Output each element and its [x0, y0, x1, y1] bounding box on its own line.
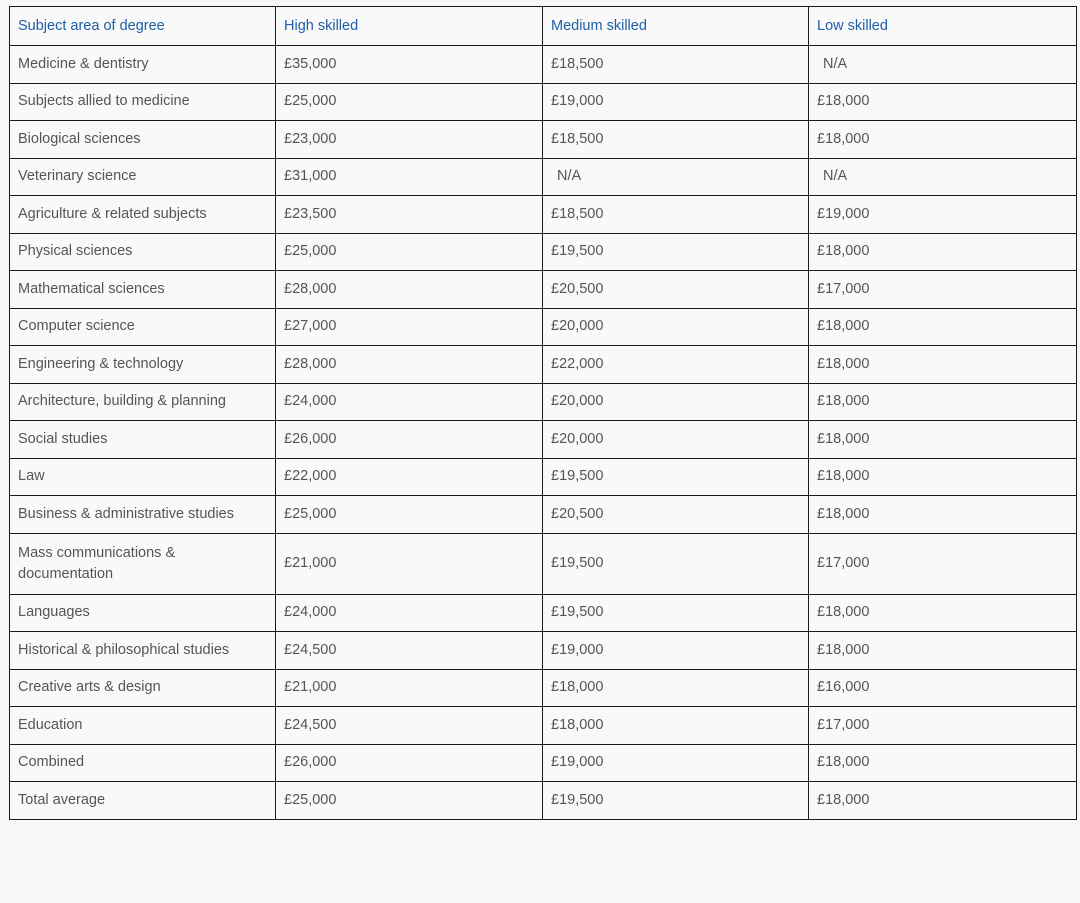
header-medium-skilled: Medium skilled: [543, 7, 809, 46]
table-row: [10, 496, 1077, 534]
cell-subject: Social studies: [10, 421, 276, 459]
table-row: [10, 121, 1077, 159]
table-row: [10, 233, 1077, 271]
header-subject: Subject area of degree: [10, 7, 276, 46]
table-row: [10, 744, 1077, 782]
cell-low: £18,000: [809, 383, 1077, 421]
cell-subject: Historical & philosophical studies: [10, 632, 276, 670]
cell-subject: Education: [10, 707, 276, 745]
cell-medium: £22,000: [543, 346, 809, 384]
table-row: [10, 158, 1077, 196]
cell-medium: £18,000: [543, 707, 809, 745]
table-row: [10, 533, 1077, 594]
cell-medium: £19,500: [543, 233, 809, 271]
cell-high: £23,500: [276, 196, 543, 234]
cell-low: £18,000: [809, 632, 1077, 670]
table-row: [10, 346, 1077, 384]
cell-low: £18,000: [809, 308, 1077, 346]
cell-high: £26,000: [276, 744, 543, 782]
cell-low: £18,000: [809, 83, 1077, 121]
cell-high: £25,000: [276, 83, 543, 121]
cell-subject: Architecture, building & planning: [10, 383, 276, 421]
cell-subject: Creative arts & design: [10, 669, 276, 707]
cell-low: £18,000: [809, 121, 1077, 159]
cell-subject: Law: [10, 458, 276, 496]
cell-high: £21,000: [276, 533, 543, 594]
cell-low: £18,000: [809, 496, 1077, 534]
cell-high: £25,000: [276, 496, 543, 534]
table-row: [10, 308, 1077, 346]
cell-low: £18,000: [809, 421, 1077, 459]
table-row: [10, 632, 1077, 670]
table-row: [10, 669, 1077, 707]
cell-high: £25,000: [276, 782, 543, 820]
cell-subject: Physical sciences: [10, 233, 276, 271]
cell-subject: Computer science: [10, 308, 276, 346]
table-row: [10, 196, 1077, 234]
table-row: [10, 421, 1077, 459]
table-row: [10, 83, 1077, 121]
cell-high: £28,000: [276, 346, 543, 384]
cell-high: £23,000: [276, 121, 543, 159]
cell-medium: £19,000: [543, 632, 809, 670]
cell-high: £24,500: [276, 707, 543, 745]
header-high-skilled: High skilled: [276, 7, 543, 46]
cell-low: £18,000: [809, 782, 1077, 820]
table-header-row: [10, 7, 1077, 46]
cell-low: £18,000: [809, 594, 1077, 632]
cell-medium: £18,500: [543, 46, 809, 84]
table-row: [10, 458, 1077, 496]
cell-high: £35,000: [276, 46, 543, 84]
cell-medium: £20,500: [543, 496, 809, 534]
cell-subject: Medicine & dentistry: [10, 46, 276, 84]
cell-subject: Veterinary science: [10, 158, 276, 196]
cell-high: £24,000: [276, 594, 543, 632]
cell-high: £31,000: [276, 158, 543, 196]
cell-medium: £20,000: [543, 308, 809, 346]
cell-medium: £19,000: [543, 83, 809, 121]
cell-medium: £19,000: [543, 744, 809, 782]
cell-subject: Total average: [10, 782, 276, 820]
table-row: [10, 383, 1077, 421]
table-row: [10, 271, 1077, 309]
cell-medium: £19,500: [543, 782, 809, 820]
cell-low: £19,000: [809, 196, 1077, 234]
cell-medium: N/A: [543, 158, 809, 196]
header-low-skilled: Low skilled: [809, 7, 1077, 46]
cell-subject: Languages: [10, 594, 276, 632]
table-row-total: [10, 782, 1077, 820]
cell-medium: £19,500: [543, 458, 809, 496]
cell-high: £22,000: [276, 458, 543, 496]
cell-subject: Biological sciences: [10, 121, 276, 159]
cell-medium: £20,000: [543, 421, 809, 459]
cell-subject: Business & administrative studies: [10, 496, 276, 534]
table-row: [10, 707, 1077, 745]
cell-high: £21,000: [276, 669, 543, 707]
cell-low: £18,000: [809, 744, 1077, 782]
table-body: [10, 46, 1077, 820]
cell-medium: £18,000: [543, 669, 809, 707]
cell-subject: Subjects allied to medicine: [10, 83, 276, 121]
cell-low: £18,000: [809, 233, 1077, 271]
cell-low: N/A: [809, 46, 1077, 84]
cell-subject: Combined: [10, 744, 276, 782]
cell-high: £26,000: [276, 421, 543, 459]
cell-medium: £20,000: [543, 383, 809, 421]
cell-medium: £18,500: [543, 196, 809, 234]
cell-low: £18,000: [809, 346, 1077, 384]
cell-subject: Mathematical sciences: [10, 271, 276, 309]
cell-high: £24,000: [276, 383, 543, 421]
salary-table-container: [9, 6, 1076, 820]
cell-low: £18,000: [809, 458, 1077, 496]
cell-high: £27,000: [276, 308, 543, 346]
cell-high: £28,000: [276, 271, 543, 309]
cell-low: £16,000: [809, 669, 1077, 707]
cell-medium: £20,500: [543, 271, 809, 309]
salary-table: [9, 6, 1077, 820]
cell-low: £17,000: [809, 707, 1077, 745]
cell-high: £24,500: [276, 632, 543, 670]
cell-subject: Engineering & technology: [10, 346, 276, 384]
cell-subject: Agriculture & related subjects: [10, 196, 276, 234]
cell-low: N/A: [809, 158, 1077, 196]
cell-high: £25,000: [276, 233, 543, 271]
cell-medium: £19,500: [543, 533, 809, 594]
table-row: [10, 46, 1077, 84]
cell-medium: £18,500: [543, 121, 809, 159]
cell-subject: Mass communications & documentation: [10, 533, 276, 594]
table-row: [10, 594, 1077, 632]
cell-low: £17,000: [809, 533, 1077, 594]
cell-medium: £19,500: [543, 594, 809, 632]
cell-low: £17,000: [809, 271, 1077, 309]
